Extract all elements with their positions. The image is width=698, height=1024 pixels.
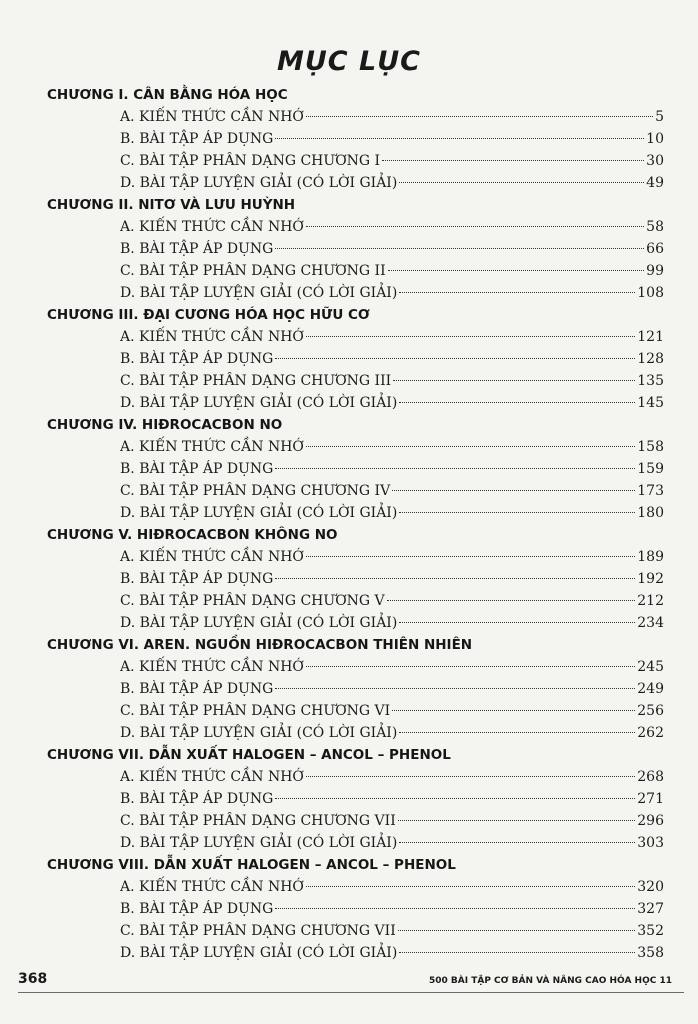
toc-entry-page: 212 xyxy=(637,593,664,609)
dot-leader xyxy=(275,137,644,139)
page-title: MỤC LỤC xyxy=(277,46,421,77)
toc-entry-label: B. BÀI TẬP ÁP DỤNG xyxy=(120,131,274,147)
dot-leader xyxy=(382,159,644,161)
toc-entry-page: 327 xyxy=(637,901,664,917)
dot-leader xyxy=(275,907,635,909)
toc-entry-label: A. KIẾN THỨC CẦN NHỚ xyxy=(120,769,304,785)
page-number: 368 xyxy=(18,971,48,987)
toc-entry xyxy=(0,502,698,524)
toc-entry-page: 10 xyxy=(646,131,664,147)
toc-entry-page: 256 xyxy=(637,703,664,719)
toc-entry-page: 135 xyxy=(637,373,664,389)
toc-entry-page: 158 xyxy=(637,439,664,455)
toc-entry-label: D. BÀI TẬP LUYỆN GIẢI (CÓ LỜI GIẢI) xyxy=(120,835,398,851)
dot-leader xyxy=(306,885,635,887)
toc-entry xyxy=(0,590,698,612)
dot-leader xyxy=(306,775,635,777)
toc-entry-page: 245 xyxy=(637,659,664,675)
toc-entry xyxy=(0,128,698,150)
toc-entry xyxy=(0,656,698,678)
toc-entry-label: A. KIẾN THỨC CẦN NHỚ xyxy=(120,329,304,345)
toc-entry-page: 49 xyxy=(646,175,664,191)
toc-entry-label: A. KIẾN THỨC CẦN NHỚ xyxy=(120,549,304,565)
toc-chapter xyxy=(0,744,698,854)
toc-entry-label: B. BÀI TẬP ÁP DỤNG xyxy=(120,901,274,917)
toc-entry-page: 268 xyxy=(637,769,664,785)
chapter-title: CHƯƠNG VII. DẪN XUẤT HALOGEN – ANCOL – PHENOL xyxy=(47,747,451,763)
toc-entry-page: 352 xyxy=(637,923,664,939)
toc-entry-page: 30 xyxy=(646,153,664,169)
toc-entry-label: C. BÀI TẬP PHÂN DẠNG CHƯƠNG VI xyxy=(120,703,391,719)
chapter-title: CHƯƠNG VIII. DẪN XUẤT HALOGEN – ANCOL – PHENOL xyxy=(47,857,456,873)
toc-entry-label: A. KIẾN THỨC CẦN NHỚ xyxy=(120,439,304,455)
toc-entry xyxy=(0,216,698,238)
toc-chapter xyxy=(0,414,698,524)
toc-entry xyxy=(0,832,698,854)
dot-leader xyxy=(306,225,644,227)
toc-entry xyxy=(0,876,698,898)
toc-entry xyxy=(0,722,698,744)
toc-entry-page: 159 xyxy=(637,461,664,477)
toc-entry-page: 249 xyxy=(637,681,664,697)
toc-entry-label: B. BÀI TẬP ÁP DỤNG xyxy=(120,681,274,697)
toc-entry-page: 128 xyxy=(637,351,664,367)
toc-entry-label: C. BÀI TẬP PHÂN DẠNG CHƯƠNG VII xyxy=(120,923,396,939)
toc-entry-label: B. BÀI TẬP ÁP DỤNG xyxy=(120,241,274,257)
toc-chapter xyxy=(0,304,698,414)
dot-leader xyxy=(399,731,635,733)
toc-entry-label: D. BÀI TẬP LUYỆN GIẢI (CÓ LỜI GIẢI) xyxy=(120,945,398,961)
toc-chapter xyxy=(0,634,698,744)
chapter-title: CHƯƠNG III. ĐẠI CƯƠNG HÓA HỌC HỮU CƠ xyxy=(47,307,370,323)
toc-entry xyxy=(0,766,698,788)
toc-entry xyxy=(0,612,698,634)
toc-chapter xyxy=(0,524,698,634)
chapter-title: CHƯƠNG IV. HIĐROCACBON NO xyxy=(47,417,283,433)
dot-leader xyxy=(388,269,645,271)
dot-leader xyxy=(392,489,635,491)
toc-entry-page: 271 xyxy=(637,791,664,807)
toc-chapter xyxy=(0,84,698,194)
toc-entry-label: C. BÀI TẬP PHÂN DẠNG CHƯƠNG VII xyxy=(120,813,396,829)
toc-entry xyxy=(0,326,698,348)
toc-entry-label: C. BÀI TẬP PHÂN DẠNG CHƯƠNG V xyxy=(120,593,385,609)
toc-entry xyxy=(0,282,698,304)
toc-entry-label: C. BÀI TẬP PHÂN DẠNG CHƯƠNG I xyxy=(120,153,381,169)
dot-leader xyxy=(306,555,635,557)
toc-entry-page: 121 xyxy=(637,329,664,345)
toc-entry-label: B. BÀI TẬP ÁP DỤNG xyxy=(120,461,274,477)
running-footer-title: 500 BÀI TẬP CƠ BẢN VÀ NÂNG CAO HÓA HỌC 11 xyxy=(429,976,672,986)
toc-entry xyxy=(0,348,698,370)
dot-leader xyxy=(275,577,635,579)
toc-entry xyxy=(0,810,698,832)
dot-leader xyxy=(399,511,635,513)
chapter-title: CHƯƠNG V. HIĐROCACBON KHÔNG NO xyxy=(47,527,338,543)
toc-entry-label: D. BÀI TẬP LUYỆN GIẢI (CÓ LỜI GIẢI) xyxy=(120,285,398,301)
dot-leader xyxy=(275,797,635,799)
toc-entry xyxy=(0,392,698,414)
toc-entry-label: D. BÀI TẬP LUYỆN GIẢI (CÓ LỜI GIẢI) xyxy=(120,725,398,741)
dot-leader xyxy=(306,115,653,117)
dot-leader xyxy=(275,357,635,359)
toc-entry-page: 320 xyxy=(637,879,664,895)
toc-entry-page: 99 xyxy=(646,263,664,279)
toc-entry-label: B. BÀI TẬP ÁP DỤNG xyxy=(120,571,274,587)
dot-leader xyxy=(393,379,635,381)
dot-leader xyxy=(275,687,635,689)
toc-entry xyxy=(0,370,698,392)
chapter-title: CHƯƠNG I. CÂN BẰNG HÓA HỌC xyxy=(47,87,288,103)
table-of-contents xyxy=(0,84,698,964)
dot-leader xyxy=(399,401,635,403)
toc-entry-page: 358 xyxy=(637,945,664,961)
toc-entry-label: B. BÀI TẬP ÁP DỤNG xyxy=(120,791,274,807)
toc-entry-label: A. KIẾN THỨC CẦN NHỚ xyxy=(120,879,304,895)
toc-entry-label: C. BÀI TẬP PHÂN DẠNG CHƯƠNG III xyxy=(120,373,392,389)
toc-entry xyxy=(0,172,698,194)
toc-entry xyxy=(0,436,698,458)
toc-entry-page: 145 xyxy=(637,395,664,411)
toc-entry-label: D. BÀI TẬP LUYỆN GIẢI (CÓ LỜI GIẢI) xyxy=(120,615,398,631)
dot-leader xyxy=(398,929,636,931)
toc-entry-page: 180 xyxy=(637,505,664,521)
dot-leader xyxy=(398,819,636,821)
toc-entry-page: 173 xyxy=(637,483,664,499)
chapter-title: CHƯƠNG VI. AREN. NGUỒN HIĐROCACBON THIÊN NHIÊN xyxy=(47,637,473,653)
dot-leader xyxy=(306,445,635,447)
chapter-title: CHƯƠNG II. NITƠ VÀ LƯU HUỲNH xyxy=(47,197,296,213)
toc-entry xyxy=(0,568,698,590)
dot-leader xyxy=(399,841,635,843)
toc-entry-page: 5 xyxy=(655,109,664,125)
toc-entry xyxy=(0,546,698,568)
toc-entry-page: 262 xyxy=(637,725,664,741)
dot-leader xyxy=(399,951,635,953)
toc-entry-page: 108 xyxy=(637,285,664,301)
toc-entry-label: C. BÀI TẬP PHÂN DẠNG CHƯƠNG II xyxy=(120,263,386,279)
footer-divider xyxy=(18,992,684,993)
toc-entry-page: 192 xyxy=(637,571,664,587)
toc-entry xyxy=(0,150,698,172)
toc-entry-page: 66 xyxy=(646,241,664,257)
toc-entry-label: D. BÀI TẬP LUYỆN GIẢI (CÓ LỜI GIẢI) xyxy=(120,175,398,191)
toc-chapter xyxy=(0,194,698,304)
toc-entry xyxy=(0,920,698,942)
toc-entry-label: C. BÀI TẬP PHÂN DẠNG CHƯƠNG IV xyxy=(120,483,391,499)
toc-entry xyxy=(0,458,698,480)
toc-entry-label: B. BÀI TẬP ÁP DỤNG xyxy=(120,351,274,367)
toc-entry xyxy=(0,700,698,722)
toc-entry xyxy=(0,678,698,700)
toc-entry-page: 234 xyxy=(637,615,664,631)
dot-leader xyxy=(387,599,636,601)
toc-entry-label: D. BÀI TẬP LUYỆN GIẢI (CÓ LỜI GIẢI) xyxy=(120,395,398,411)
dot-leader xyxy=(399,291,635,293)
toc-entry xyxy=(0,260,698,282)
toc-entry-label: A. KIẾN THỨC CẦN NHỚ xyxy=(120,109,304,125)
toc-entry-page: 189 xyxy=(637,549,664,565)
toc-chapter xyxy=(0,854,698,964)
toc-entry-label: D. BÀI TẬP LUYỆN GIẢI (CÓ LỜI GIẢI) xyxy=(120,505,398,521)
toc-entry-label: A. KIẾN THỨC CẦN NHỚ xyxy=(120,219,304,235)
dot-leader xyxy=(306,665,635,667)
toc-entry-label: A. KIẾN THỨC CẦN NHỚ xyxy=(120,659,304,675)
toc-entry xyxy=(0,898,698,920)
toc-entry xyxy=(0,788,698,810)
dot-leader xyxy=(306,335,635,337)
dot-leader xyxy=(275,247,644,249)
toc-entry-page: 58 xyxy=(646,219,664,235)
dot-leader xyxy=(399,181,644,183)
toc-entry xyxy=(0,238,698,260)
toc-entry xyxy=(0,942,698,964)
toc-entry xyxy=(0,480,698,502)
dot-leader xyxy=(399,621,635,623)
toc-entry xyxy=(0,106,698,128)
dot-leader xyxy=(275,467,635,469)
dot-leader xyxy=(392,709,635,711)
toc-entry-page: 296 xyxy=(637,813,664,829)
toc-entry-page: 303 xyxy=(637,835,664,851)
